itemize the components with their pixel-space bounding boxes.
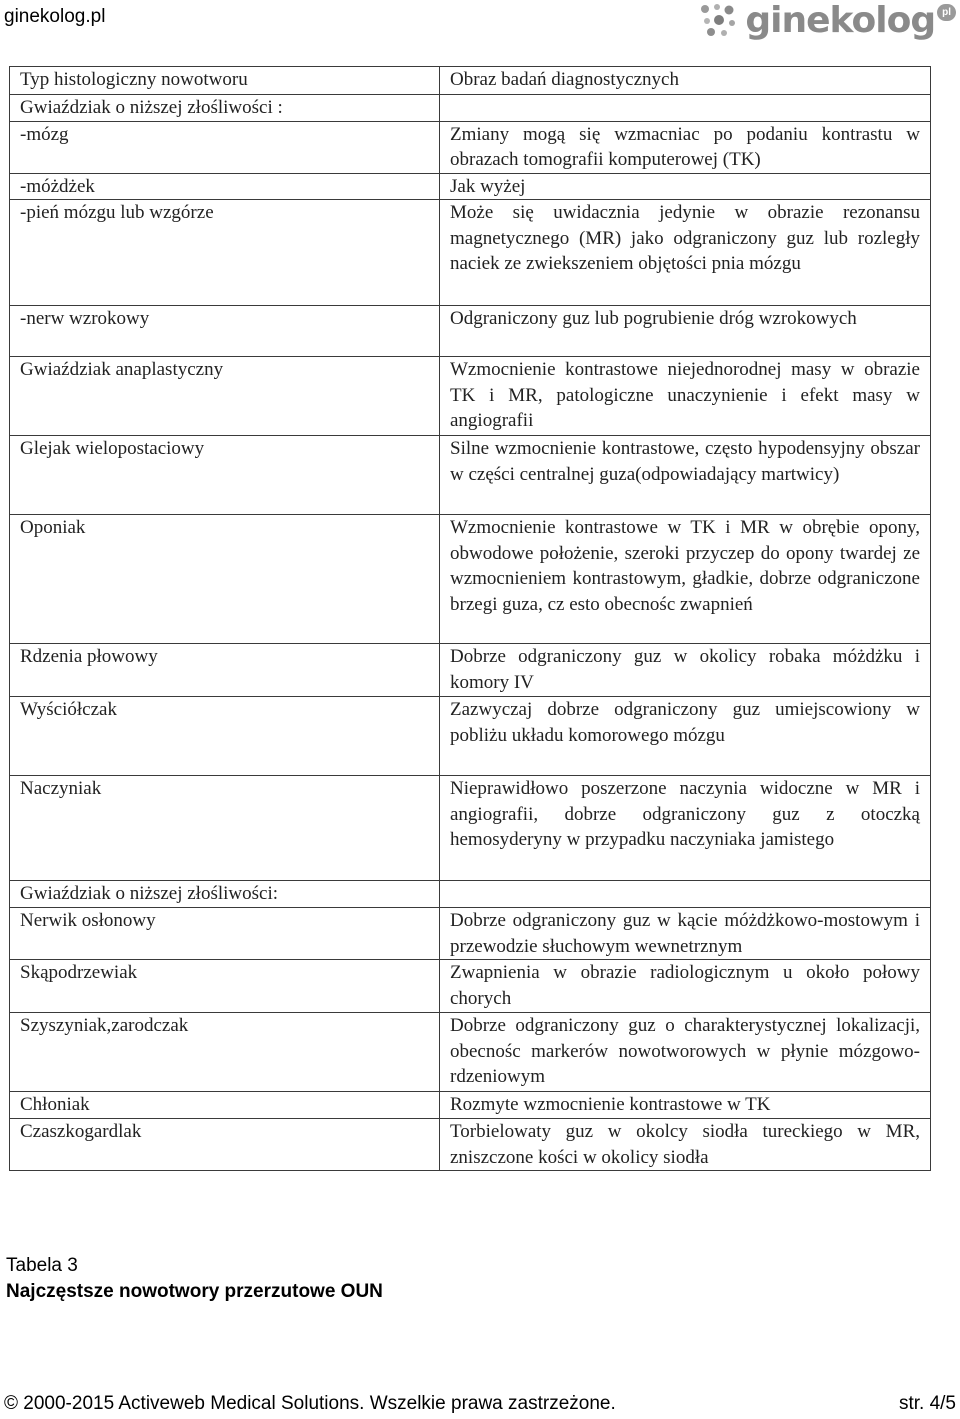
- diagnostic-description-cell: Obraz badań diagnostycznych: [440, 67, 931, 95]
- tumor-type-cell: Wyściółczak: [10, 697, 440, 776]
- table-row: [10, 644, 931, 697]
- table-row: [10, 200, 931, 306]
- caption-label: Tabela 3: [6, 1255, 78, 1276]
- diagnostic-description-cell: Zazwyczaj dobrze odgraniczony guz umiejscowiony w pobliżu układu komorowego mózgu: [440, 697, 931, 776]
- diagnostic-description-cell: Zwapnienia w obrazie radiologicznym u około połowy chorych: [440, 960, 931, 1013]
- table-row: [10, 697, 931, 776]
- logo-badge: pl: [937, 4, 956, 21]
- site-name: ginekolog.pl: [4, 6, 106, 27]
- tumor-type-cell: Skąpodrzewiak: [10, 960, 440, 1013]
- diagnostic-description-cell: [440, 881, 931, 908]
- table-row: [10, 1092, 931, 1119]
- tumor-type-cell: Nerwik osłonowy: [10, 908, 440, 960]
- diagnostic-description-cell: Dobrze odgraniczony guz w kącie móżdżkowo-mostowym i przewodzie słuchowym wewnetrznym: [440, 908, 931, 960]
- diagnostic-description-cell: Może się uwidacznia jedynie w obrazie rezonansu magnetycznego (MR) jako odgraniczony guz lub rozległy naciek ze zwiekszeniem objętości pnia mózgu: [440, 200, 931, 306]
- diagnostic-description-cell: Dobrze odgraniczony guz o charakterystycznej lokalizacji, obecnośc markerów nowotworowych w płynie mózgowo-rdzeniowym: [440, 1013, 931, 1092]
- table-row: [10, 960, 931, 1013]
- table-row: [10, 173, 931, 200]
- diagnostic-description-cell: Zmiany mogą się wzmacniac po podaniu kontrastu w obrazach tomografii komputerowej (TK): [440, 121, 931, 173]
- tumor-type-cell: Rdzenia płowowy: [10, 644, 440, 697]
- diagnostic-description-cell: Dobrze odgraniczony guz w okolicy robaka móżdżku i komory IV: [440, 644, 931, 697]
- diagnostic-description-cell: Nieprawidłowo poszerzone naczynia widoczne w MR i angiografii, dobrze odgraniczony guz z otoczką hemosyderyny w przypadku naczyniaka jamistego: [440, 776, 931, 881]
- tumor-type-cell: Gwiaździak anaplastyczny: [10, 357, 440, 436]
- logo-dots-icon: [699, 3, 739, 39]
- diagnostic-description-cell: Torbielowaty guz w okolcy siodła tureckiego w MR, zniszczone kości w okolicy siodła: [440, 1119, 931, 1171]
- diagnostic-description-cell: Rozmyte wzmocnienie kontrastowe w TK: [440, 1092, 931, 1119]
- page-footer: [4, 1393, 956, 1415]
- table-row: [10, 357, 931, 436]
- tumor-table-body: [10, 67, 931, 1171]
- diagnostic-description-cell: [440, 95, 931, 122]
- tumor-type-cell: Czaszkogardlak: [10, 1119, 440, 1171]
- tumor-type-cell: -mózg: [10, 121, 440, 173]
- table-row: [10, 1119, 931, 1171]
- table-row: [10, 95, 931, 122]
- table-row: [10, 306, 931, 357]
- tumor-type-cell: Gwiaździak o niższej złośliwości:: [10, 881, 440, 908]
- table-row: [10, 515, 931, 644]
- table-row: [10, 881, 931, 908]
- diagnostic-description-cell: Silne wzmocnienie kontrastowe, często hypodensyjny obszar w części centralnej guza(odpowiadający martwicy): [440, 436, 931, 515]
- table-row: [10, 1013, 931, 1092]
- tumor-type-cell: -móżdżek: [10, 173, 440, 200]
- caption-title: Najczęstsze nowotwory przerzutowe OUN: [6, 1281, 383, 1302]
- tumor-type-cell: Typ histologiczny nowotworu: [10, 67, 440, 95]
- tumor-table-wrapper: [9, 66, 931, 1171]
- diagnostic-description-cell: Odgraniczony guz lub pogrubienie dróg wzrokowych: [440, 306, 931, 357]
- diagnostic-description-cell: Wzmocnienie kontrastowe w TK i MR w obrębie opony, obwodowe położenie, szeroki przyczep do opony twardej ze wzmocnieniem kontrastowym, gładkie, dobrze odgraniczone brzegi guza, cz esto obecnośc zwapnień: [440, 515, 931, 644]
- tumor-type-cell: Gwiaździak o niższej złośliwości :: [10, 95, 440, 122]
- logo-wordmark: ginekolog: [745, 0, 936, 41]
- tumor-type-cell: Oponiak: [10, 515, 440, 644]
- footer-page-number: str. 4/5: [898, 1393, 956, 1414]
- table-row: [10, 776, 931, 881]
- table-row: [10, 67, 931, 95]
- table-row: [10, 436, 931, 515]
- tumor-table: [9, 66, 931, 1171]
- tumor-type-cell: Szyszyniak,zarodczak: [10, 1013, 440, 1092]
- tumor-type-cell: Glejak wielopostaciowy: [10, 436, 440, 515]
- tumor-type-cell: Naczyniak: [10, 776, 440, 881]
- footer-copyright: © 2000-2015 Activeweb Medical Solutions. Wszelkie prawa zastrzeżone.: [4, 1393, 616, 1414]
- table-row: [10, 121, 931, 173]
- tumor-type-cell: Chłoniak: [10, 1092, 440, 1119]
- tumor-type-cell: -pień mózgu lub wzgórze: [10, 200, 440, 306]
- table-row: [10, 908, 931, 960]
- diagnostic-description-cell: Wzmocnienie kontrastowe niejednorodnej masy w obrazie TK i MR, patologiczne unaczynienie i efekt masy w angiografii: [440, 357, 931, 436]
- table-caption: [6, 1254, 383, 1306]
- tumor-type-cell: -nerw wzrokowy: [10, 306, 440, 357]
- diagnostic-description-cell: Jak wyżej: [440, 173, 931, 200]
- site-logo[interactable]: [699, 0, 956, 42]
